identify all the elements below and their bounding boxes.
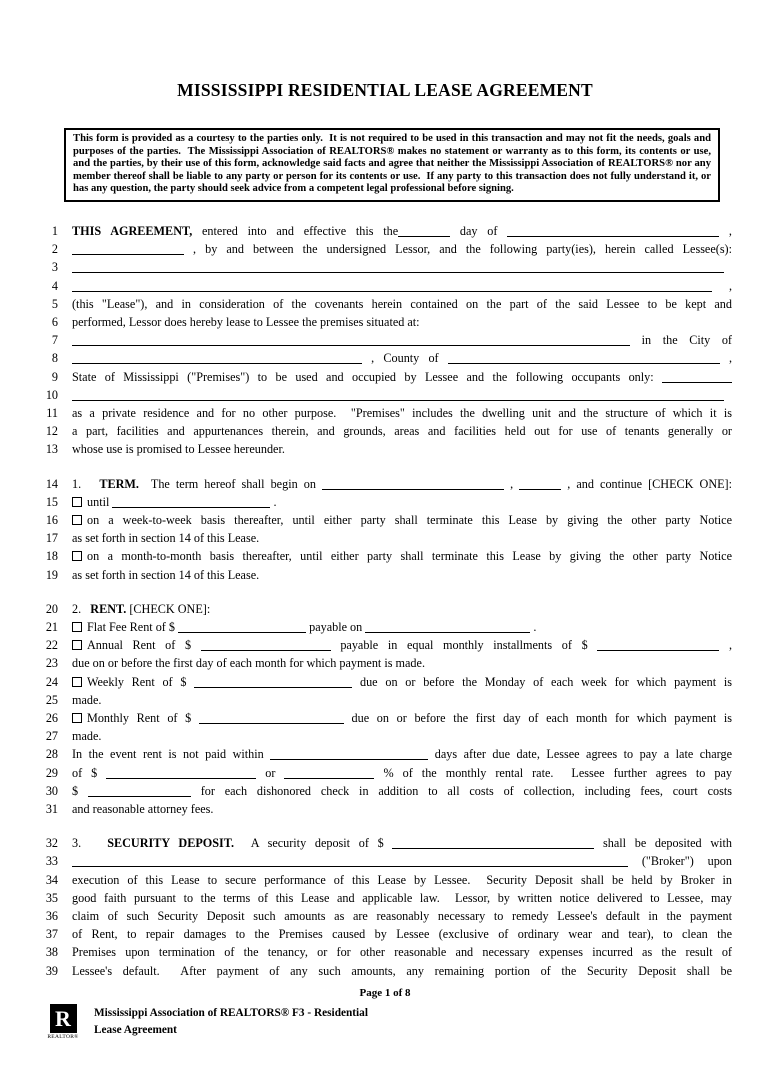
- line-number: 36: [45, 909, 58, 924]
- line-number: 6: [51, 314, 58, 329]
- checkbox[interactable]: [72, 497, 82, 507]
- line-content: a part, facilities and appurtenances therein, and grounds, areas and facilities held out for use of tenants generally or: [72, 424, 732, 439]
- line-content: Lessee's default. After payment of any such amounts, any remaining portion of the Security Deposit shall be: [72, 963, 732, 978]
- fill-in-blank[interactable]: [398, 225, 450, 237]
- line-content: on a week-to-week basis thereafter, until either party shall terminate this Lease by giving the other party Notice: [72, 511, 732, 529]
- form-line-29: [38, 764, 732, 782]
- fill-in-blank[interactable]: [519, 478, 561, 490]
- fill-in-blank[interactable]: [201, 639, 331, 651]
- fill-in-blank[interactable]: [88, 785, 191, 797]
- line-content: as set forth in section 14 of this Lease.: [72, 531, 260, 546]
- line-number: 10: [45, 387, 58, 402]
- line-number: 39: [45, 963, 58, 978]
- fill-in-blank[interactable]: [662, 371, 732, 383]
- line-content: In the event rent is not paid within days after due date, Lessee agrees to pay a late charge: [72, 747, 733, 762]
- line-content: ("Broker") upon: [72, 852, 732, 870]
- section-heading: TERM.: [99, 476, 139, 491]
- line-number: 4: [51, 278, 58, 293]
- line-content: as set forth in section 14 of this Lease.: [72, 567, 260, 582]
- form-line-3: [38, 258, 732, 276]
- line-number: 21: [45, 620, 58, 635]
- footer-org-line2: Lease Agreement: [94, 1024, 177, 1037]
- form-line-27: [38, 727, 732, 745]
- form-line-31: [38, 800, 732, 818]
- form-line-36: [38, 907, 732, 925]
- line-content: , by and between the undersigned Lessor, and the following party(ies), herein called Lessee(s):: [72, 240, 732, 258]
- document-footer: [42, 1002, 732, 1040]
- line-number: 35: [45, 890, 58, 905]
- line-content: due on or before the first day of each month for which payment is made.: [72, 656, 425, 671]
- form-line-7: [38, 331, 732, 349]
- line-content: performed, Lessor does hereby lease to Lessee the premises situated at:: [72, 314, 420, 329]
- line-number: 23: [45, 656, 58, 671]
- line-number: 22: [45, 638, 58, 653]
- line-content: Annual Rent of $ payable in equal monthly installments of $ ,: [72, 636, 732, 654]
- section-heading: THIS AGREEMENT,: [72, 223, 193, 238]
- line-content: on a month-to-month basis thereafter, until either party shall terminate this Lease by giving the other party Notice: [72, 547, 732, 565]
- realtor-logo-caption: REALTOR®: [47, 1033, 79, 1040]
- line-content: execution of this Lease to secure performance of this Lease by Lessee. Security Deposit shall be held by Broker in: [72, 872, 732, 887]
- line-content: (this "Lease"), and in consideration of the covenants herein contained on the part of the said Lessee to be kept and: [72, 296, 732, 311]
- line-number: 20: [45, 601, 58, 616]
- line-number: 17: [45, 531, 58, 546]
- form-line-15: [38, 493, 732, 511]
- line-number: 29: [45, 765, 58, 780]
- form-line-8: [38, 349, 732, 367]
- line-content: good faith pursuant to the terms of this Lease and applicable law. Lessor, by written notice delivered to Lessee, may: [72, 890, 732, 905]
- fill-in-blank[interactable]: [72, 855, 628, 867]
- fill-in-blank[interactable]: [72, 280, 712, 292]
- realtor-logo-icon: R: [50, 1004, 77, 1033]
- footer-org: [94, 1002, 368, 1040]
- line-content: State of Mississippi ("Premises") to be used and occupied by Lessee and the following occupants only:: [72, 368, 732, 386]
- line-content: Monthly Rent of $ due on or before the first day of each month for which payment is: [72, 709, 732, 727]
- form-line-2: [38, 240, 732, 258]
- line-number: 33: [45, 854, 58, 869]
- form-line-39: [38, 962, 732, 980]
- fill-in-blank[interactable]: [270, 748, 428, 760]
- line-content: of $ or % of the monthly rental rate. Lessee further agrees to pay: [72, 765, 733, 780]
- fill-in-blank[interactable]: [284, 767, 374, 779]
- fill-in-blank[interactable]: [507, 225, 719, 237]
- form-line-32: [38, 834, 732, 852]
- line-content: of Rent, to repair damages to the Premises caused by Lessee (exclusive of ordinary wear and tear), to clean the: [72, 927, 732, 942]
- line-number: 1: [51, 223, 58, 238]
- document-body: [38, 222, 732, 980]
- line-number: 31: [45, 802, 58, 817]
- form-line-19: [38, 566, 732, 584]
- section-heading: RENT.: [90, 601, 127, 616]
- disclaimer-box: [64, 128, 720, 202]
- line-number: 11: [46, 406, 58, 420]
- disclaimer-text: This form is provided as a courtesy to the parties only. It is not required to be used in this transaction and may not fit the needs, goals and purposes of the parties. The Mississippi Association of REALTORS® makes no statement or warranty as to this form, its contents or use, and the parties, by their use of this form, acknowledge said facts and agree that neither the Mississippi Association of REALTORS® nor any member thereof shall be liable to any party or person for its contents or use. If any party to this transaction does not fully understand it, or has any question, the party should seek advice from a competent legal professional before signing.: [73, 133, 711, 195]
- line-number: 7: [51, 333, 58, 348]
- fill-in-blank[interactable]: [199, 712, 344, 724]
- line-content: Flat Fee Rent of $ payable on .: [72, 618, 732, 636]
- line-content: [72, 258, 732, 276]
- form-line-18: [38, 547, 732, 565]
- line-number: 34: [45, 872, 58, 887]
- form-line-37: [38, 925, 732, 943]
- line-content: [72, 386, 732, 404]
- line-number: 19: [45, 567, 58, 582]
- form-line-24: [38, 673, 732, 691]
- form-line-38: [38, 943, 732, 961]
- fill-in-blank[interactable]: [448, 352, 720, 364]
- form-line-22: [38, 636, 732, 654]
- document-title: MISSISSIPPI RESIDENTIAL LEASE AGREEMENT: [177, 80, 593, 100]
- line-number: 16: [45, 513, 58, 528]
- form-line-17: [38, 529, 732, 547]
- line-content: 2. RENT. [CHECK ONE]:: [72, 601, 211, 616]
- form-line-30: [38, 782, 732, 800]
- fill-in-blank[interactable]: [72, 352, 362, 364]
- line-number: 37: [45, 927, 58, 942]
- line-number: 12: [45, 424, 58, 439]
- fill-in-blank[interactable]: [178, 621, 306, 633]
- checkbox[interactable]: [72, 713, 82, 723]
- line-number: 5: [51, 296, 58, 311]
- checkbox[interactable]: [72, 515, 82, 525]
- line-number: 14: [45, 476, 58, 491]
- form-line-34: [38, 871, 732, 889]
- line-number: 3: [51, 260, 58, 275]
- checkbox[interactable]: [72, 640, 82, 650]
- line-content: , County of ,: [72, 349, 732, 367]
- line-number: 2: [51, 242, 58, 257]
- form-line-10: [38, 386, 732, 404]
- form-line-20: [38, 600, 732, 618]
- fill-in-blank[interactable]: [106, 767, 256, 779]
- fill-in-blank[interactable]: [72, 389, 724, 401]
- line-content: 1. TERM. The term hereof shall begin on , , and continue [CHECK ONE]:: [72, 476, 733, 491]
- form-line-26: [38, 709, 732, 727]
- line-number: 9: [51, 369, 58, 384]
- form-line-35: [38, 889, 732, 907]
- line-content: made.: [72, 729, 102, 744]
- line-content: Premises upon termination of the tenancy, or for other reasonable and necessary expenses incurred as the result of: [72, 945, 732, 960]
- fill-in-blank[interactable]: [597, 639, 719, 651]
- form-line-16: [38, 511, 732, 529]
- line-content: in the City of: [72, 331, 732, 349]
- line-number: 26: [45, 711, 58, 726]
- line-content: $ for each dishonored check in addition to all costs of collection, including fees, court costs: [72, 783, 732, 798]
- form-line-12: [38, 422, 732, 440]
- form-line-5: [38, 295, 732, 313]
- line-content: whose use is promised to Lessee hereunder.: [72, 442, 285, 457]
- fill-in-blank[interactable]: [194, 676, 352, 688]
- line-content: as a private residence and for no other purpose. "Premises" includes the dwelling unit and the structure of which it is: [72, 406, 732, 420]
- fill-in-blank[interactable]: [365, 621, 530, 633]
- footer-org-line1: Mississippi Association of REALTORS® F3 - Residential: [94, 1006, 368, 1019]
- line-number: 18: [45, 549, 58, 564]
- form-line-25: [38, 691, 732, 709]
- fill-in-blank[interactable]: [392, 837, 594, 849]
- fill-in-blank[interactable]: [72, 261, 724, 273]
- line-content: THIS AGREEMENT, entered into and effective this the day of ,: [72, 223, 732, 238]
- form-line-6: [38, 313, 732, 331]
- line-content: 3. SECURITY DEPOSIT. A security deposit of $ shall be deposited with: [72, 836, 732, 851]
- line-number: 13: [45, 442, 58, 457]
- line-number: 27: [45, 729, 58, 744]
- line-content: claim of such Security Deposit such amounts as are reasonably necessary to remedy Lessee's default in the payment: [72, 909, 732, 924]
- realtor-logo: [42, 1002, 84, 1040]
- form-line-21: [38, 618, 732, 636]
- line-number: 24: [45, 674, 58, 689]
- checkbox[interactable]: [72, 551, 82, 561]
- fill-in-blank[interactable]: [322, 478, 504, 490]
- line-number: 25: [45, 692, 58, 707]
- line-number: 8: [51, 351, 58, 366]
- form-line-13: [38, 440, 732, 458]
- line-content: and reasonable attorney fees.: [72, 802, 214, 817]
- checkbox[interactable]: [72, 622, 82, 632]
- line-content: Weekly Rent of $ due on or before the Monday of each week for which payment is: [72, 673, 732, 691]
- form-line-14: [38, 475, 732, 493]
- form-line-33: [38, 852, 732, 870]
- section-heading: SECURITY DEPOSIT.: [107, 836, 235, 851]
- line-number: 28: [45, 747, 58, 762]
- fill-in-blank[interactable]: [72, 243, 184, 255]
- form-line-9: [38, 368, 732, 386]
- line-number: 32: [45, 836, 58, 851]
- line-number: 30: [45, 783, 58, 798]
- fill-in-blank[interactable]: [72, 334, 630, 346]
- line-content: ,: [72, 277, 732, 295]
- form-line-4: [38, 277, 732, 295]
- fill-in-blank[interactable]: [112, 496, 270, 508]
- line-content: until .: [72, 493, 732, 511]
- page-number: Page 1 of 8: [359, 986, 411, 999]
- line-number: 15: [45, 494, 58, 509]
- form-line-11: [38, 404, 732, 422]
- form-line-23: [38, 654, 732, 672]
- form-line-1: [38, 222, 732, 240]
- checkbox[interactable]: [72, 677, 82, 687]
- form-line-28: [38, 745, 732, 763]
- line-content: made.: [72, 692, 102, 707]
- line-number: 38: [45, 945, 58, 960]
